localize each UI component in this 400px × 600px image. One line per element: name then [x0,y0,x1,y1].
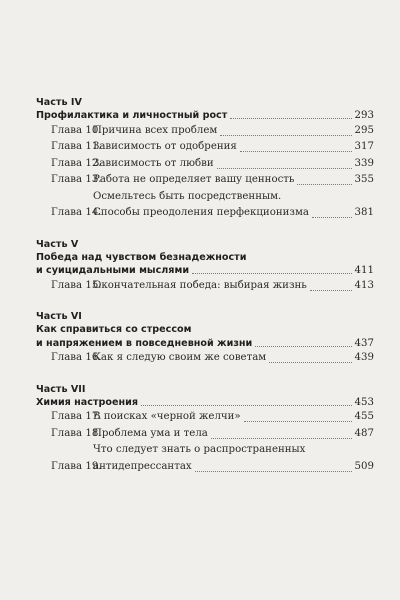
chapter-title-text: Способы преодоления перфекционизма [93,207,309,218]
part-title-text: Профилактика и личностный рост [36,110,228,121]
chapter-title [93,172,374,189]
chapter-number: Глава 10. [51,124,102,136]
part-label: Часть IV [36,97,82,108]
chapter-title-text: Проблема ума и тела [93,427,208,439]
chapter-title-text: Зависимость от любви [93,157,214,169]
part-title [36,337,374,351]
chapter-title-line [93,459,374,476]
dot-leader [310,290,352,291]
chapter-title-line [93,350,374,367]
toc-chapter-entry[interactable] [36,189,374,222]
part-title [36,264,374,278]
page-number: 381 [354,207,374,218]
dot-leader [230,118,351,119]
page-number: 339 [354,157,374,169]
toc-chapter-entry[interactable] [36,426,374,443]
chapter-number: Глава 14. [51,207,102,218]
chapter-title [93,350,374,367]
chapter-number: Глава 19. [51,460,102,472]
chapter-number: Глава 12. [51,157,102,169]
dot-leader [240,151,352,152]
part-title-text: Победа над чувством безнадежности [36,251,247,263]
toc-part [36,96,374,222]
dot-leader [141,405,352,406]
page-number: 295 [354,124,374,136]
chapter-title-text: В поисках «черной желчи» [93,411,241,422]
chapter-number: Глава 11. [51,141,102,152]
part-title [36,109,374,123]
part-label: Часть VII [36,383,86,395]
toc-chapter-entry[interactable] [36,139,374,156]
table-of-contents [36,96,374,491]
chapter-title-line [93,139,374,156]
chapter-title-text: Причина всех проблем [93,124,218,136]
page-number: 411 [354,265,374,276]
dot-leader [217,168,352,169]
page-number: 355 [354,174,374,185]
page-number: 293 [354,110,374,121]
dot-leader [192,273,352,274]
dot-leader [269,362,351,363]
part-title-text: Химия настроения [36,396,139,408]
dot-leader [312,217,352,218]
chapter-title [93,409,374,426]
chapter-title-text: Осмельтесь быть посредственным. [93,190,282,202]
dot-leader [255,346,351,347]
toc-chapter-entry[interactable] [36,409,374,426]
page-number: 453 [354,396,374,408]
toc-chapter-entry[interactable] [36,350,374,367]
toc-part [36,238,374,295]
chapter-title-text: Зависимость от одобрения [93,141,237,152]
chapter-title-text: Окончательная победа: выбирая жизнь [93,279,307,291]
chapter-title-line [93,205,374,222]
chapter-title-line [93,156,374,173]
part-title [36,251,374,265]
dot-leader [195,471,352,472]
toc-part [36,383,374,476]
dot-leader [244,421,352,422]
page-number: 413 [354,279,374,291]
toc-chapter-entry[interactable] [36,123,374,140]
chapter-title-text: Как я следую своим же советам [93,352,267,363]
page-number: 509 [354,460,374,472]
chapter-title [93,123,374,140]
chapter-title-text: Работа не определяет вашу ценность [93,174,295,185]
chapter-number: Глава 13. [51,174,102,185]
chapter-title-line [93,442,374,459]
toc-part [36,310,374,367]
chapter-number: Глава 17. [51,411,102,422]
page-number: 455 [354,411,374,422]
chapter-title-line [93,278,374,295]
part-title [36,323,374,337]
dot-leader [220,135,351,136]
chapter-number: Глава 18. [51,427,102,439]
part-title-text: Как справиться со стрессом [36,324,192,335]
chapter-title [93,426,374,443]
page-number: 317 [354,141,374,152]
toc-chapter-entry[interactable] [36,172,374,189]
dot-leader [297,184,351,185]
chapter-title [93,442,374,475]
toc-chapter-entry[interactable] [36,156,374,173]
part-title-text: и напряжением в повседневной жизни [36,337,253,349]
part-label: Часть V [36,238,79,250]
chapter-title-line [93,409,374,426]
chapter-title [93,278,374,295]
chapter-title-text: Что следует знать о распространенных [93,444,306,455]
page-number: 437 [354,337,374,349]
chapter-title-line [93,123,374,140]
chapter-title-line [93,172,374,189]
chapter-title-line [93,189,374,206]
page-number: 487 [354,427,374,439]
chapter-number: Глава 15. [51,279,102,291]
part-title-text: и суицидальными мыслями [36,265,190,276]
chapter-number: Глава 16. [51,352,102,363]
part-label: Часть VI [36,311,82,322]
dot-leader [211,438,352,439]
chapter-title [93,156,374,173]
toc-chapter-entry[interactable] [36,278,374,295]
chapter-title-line [93,426,374,443]
chapter-title [93,189,374,222]
page-number: 439 [354,352,374,363]
chapter-title [93,139,374,156]
toc-chapter-entry[interactable] [36,442,374,475]
part-title [36,396,374,410]
chapter-title-text: антидепрессантах [93,460,192,472]
